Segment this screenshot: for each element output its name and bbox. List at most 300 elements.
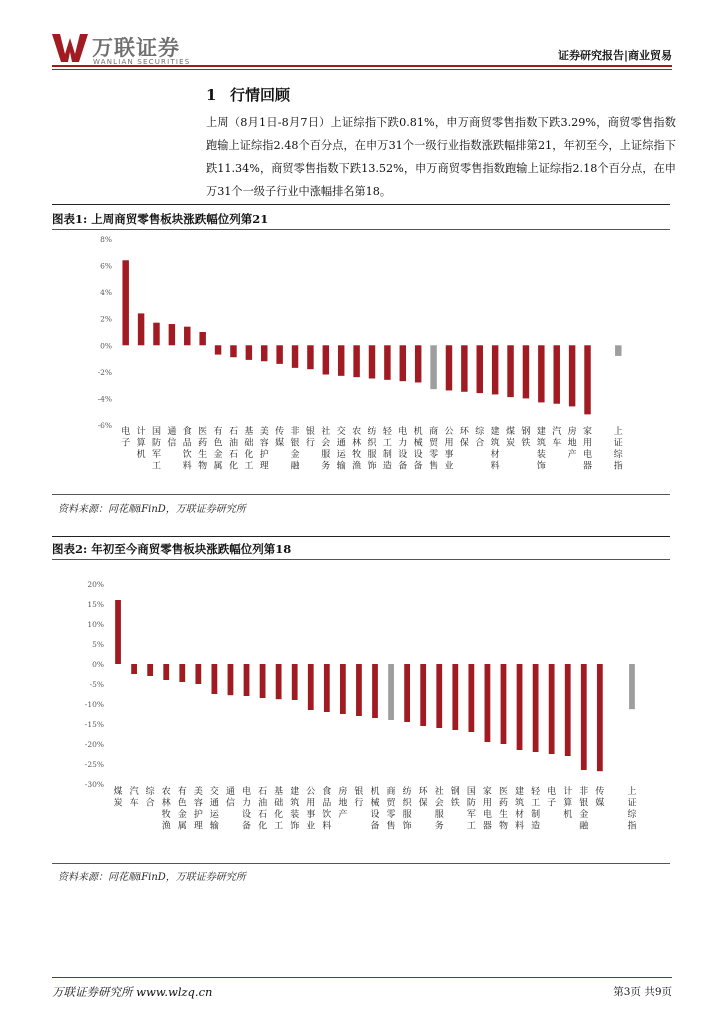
category-label-9: 护 [259,450,269,460]
category-label-14: 运 [336,450,346,460]
category-label-29: 产 [567,450,577,460]
figure1-bar-chart [52,230,670,492]
category-label-17: 制 [382,450,392,460]
category-label-25: 建 [515,787,525,797]
category-label-27: 筑 [536,438,546,449]
bar-10 [276,664,282,699]
category-label-20: 社 [434,787,444,797]
category-label-5: 容 [193,798,203,809]
category-label-8: 础 [244,438,254,449]
category-label-12: 公 [306,787,316,797]
category-label-19: 环 [418,787,428,797]
bar-13 [323,345,329,374]
bar-0 [115,600,121,664]
category-label-4: 色 [177,798,187,809]
category-label-16: 机 [370,787,380,797]
footer-divider [52,977,672,978]
category-label-14: 通 [336,438,346,449]
figure2-chart [52,570,670,860]
category-label-2: 综 [145,787,155,797]
category-label-4: 品 [182,438,192,449]
category-label-4: 料 [182,461,192,472]
category-label-24: 筑 [490,438,500,449]
bar-19 [420,664,426,726]
y-tick-label: -6% [97,421,112,430]
category-label-11: 饰 [290,821,300,832]
figure1-bottom-rule [52,494,670,495]
category-label-10: 础 [274,798,284,809]
category-label-28: 汽 [552,427,562,437]
wanlian-logo-icon [52,32,88,64]
category-label-32: 综 [613,450,623,460]
bar-25 [517,664,523,750]
bar-1 [131,664,137,674]
figure2-title: 图表2: 年初至今商贸零售板块涨跌幅位列第18 [52,542,292,556]
category-label-8: 备 [242,821,252,832]
category-label-30: 电 [583,450,593,460]
category-label-0: 炭 [113,798,123,809]
category-label-26: 制 [531,810,541,820]
bar-30 [597,664,603,771]
category-label-15: 牧 [352,450,362,460]
bar-12 [307,345,313,369]
category-label-4: 属 [177,821,187,832]
category-label-17: 轻 [382,427,392,437]
logo-company-name-en: WANLIAN SECURITIES [93,58,191,66]
bar-6 [212,664,218,694]
category-label-17: 商 [386,787,396,797]
category-label-1: 计 [136,427,146,437]
category-label-28: 机 [563,810,573,820]
category-label-9: 美 [259,427,269,437]
bar-32 [615,345,621,356]
category-label-19: 备 [413,461,423,472]
y-tick-label: 0% [100,341,112,351]
bar-8 [246,345,252,360]
category-label-16: 械 [370,798,380,809]
figure1-title: 图表1: 上周商贸零售板块涨跌幅位列第21 [52,212,269,226]
y-tick-label: -30% [84,780,104,789]
bar-27 [549,664,555,754]
category-label-16: 纺 [367,427,377,437]
bar-6 [215,345,221,354]
category-label-5: 美 [193,787,203,797]
category-label-32: 上 [627,787,637,797]
category-label-7: 石 [228,450,238,460]
page-number: 第3页 共9页 [613,986,672,998]
figure2-title-rule [52,559,670,560]
category-label-21: 业 [444,461,454,472]
bar-29 [581,664,587,770]
category-label-3: 牧 [161,810,171,820]
category-label-18: 饰 [402,821,412,832]
y-tick-label: -20% [84,740,104,749]
bar-7 [230,345,236,357]
y-tick-label: -5% [89,680,104,689]
y-tick-label: -10% [84,700,104,709]
category-label-6: 色 [213,438,223,449]
category-label-1: 算 [136,438,146,449]
category-label-30: 用 [583,438,593,449]
category-label-8: 电 [242,787,252,797]
category-label-2: 国 [151,427,161,437]
category-label-24: 药 [498,798,508,809]
category-label-8: 设 [242,810,252,820]
category-label-10: 基 [274,787,284,797]
category-label-24: 医 [498,787,508,797]
category-label-24: 料 [490,461,500,472]
figure1-chart [52,230,670,492]
y-tick-label: 20% [87,580,104,589]
category-label-3: 渔 [161,821,171,832]
bar-12 [308,664,314,710]
category-label-23: 综 [475,427,485,437]
category-label-27: 饰 [536,461,546,472]
category-label-18: 电 [398,427,408,437]
category-label-12: 事 [306,810,316,820]
bar-23 [485,664,491,742]
category-label-10: 化 [274,810,284,820]
category-label-11: 金 [290,450,300,460]
bar-1 [138,313,144,345]
category-label-25: 煤 [506,427,516,437]
category-label-20: 贸 [429,438,439,449]
bar-20 [436,664,442,728]
category-label-22: 工 [466,821,476,832]
category-label-28: 算 [563,798,573,809]
bar-19 [415,345,421,382]
bar-8 [244,664,250,696]
bar-21 [446,345,452,390]
bar-24 [492,345,498,394]
category-label-5: 药 [198,438,208,449]
bar-7 [228,664,234,695]
category-label-12: 行 [305,438,315,449]
figure2-bottom-rule [52,863,670,864]
section-title: 行情回顾 [230,86,291,104]
category-label-22: 军 [466,810,476,820]
bar-10 [276,345,282,364]
category-label-13: 会 [321,438,331,449]
category-label-13: 社 [321,427,331,437]
category-label-13: 务 [321,461,331,472]
category-label-13: 服 [321,450,331,460]
section-number: 1 [206,86,217,104]
category-label-8: 工 [244,461,254,472]
category-label-6: 运 [209,810,219,820]
bar-4 [184,327,190,346]
category-label-11: 建 [290,787,300,797]
category-label-16: 服 [367,450,377,460]
category-label-2: 工 [151,461,161,472]
category-label-5: 物 [198,461,208,472]
category-label-18: 服 [402,810,412,820]
bar-5 [199,332,205,345]
category-label-9: 石 [258,787,268,797]
bar-18 [400,345,406,381]
bar-9 [260,664,266,698]
category-label-0: 煤 [113,787,123,797]
category-label-15: 行 [354,798,364,809]
y-tick-label: 6% [100,261,112,271]
category-label-32: 指 [613,461,623,472]
category-label-1: 机 [136,450,146,460]
y-tick-label: 10% [87,620,104,629]
category-label-12: 银 [305,427,315,437]
bar-3 [163,664,169,680]
bar-25 [507,345,513,397]
category-label-4: 金 [177,810,187,820]
y-tick-label: 4% [100,288,112,298]
category-label-18: 设 [398,450,408,460]
bar-14 [340,664,346,714]
category-label-23: 家 [482,787,492,797]
category-label-28: 计 [563,787,573,797]
bar-28 [565,664,571,756]
y-tick-label: 2% [100,314,112,324]
category-label-29: 房 [567,427,577,437]
category-label-17: 零 [386,810,396,820]
bar-2 [153,323,159,346]
category-label-7: 通 [225,787,235,797]
category-label-8: 化 [244,450,254,460]
category-label-22: 防 [466,798,476,809]
figure1-top-rule [52,204,670,205]
header-divider [52,65,672,67]
category-label-7: 油 [228,438,238,449]
category-label-23: 用 [482,798,492,809]
bar-11 [292,345,298,368]
category-label-30: 家 [583,427,593,437]
category-label-29: 非 [579,787,589,797]
category-label-13: 食 [322,787,332,797]
category-label-18: 织 [402,798,412,809]
category-label-10: 工 [274,821,284,832]
category-label-17: 工 [382,438,392,449]
bar-32 [629,664,635,709]
category-label-19: 保 [418,798,428,809]
category-label-9: 容 [259,438,269,449]
category-label-21: 钢 [450,787,460,797]
category-label-16: 织 [367,438,377,449]
y-tick-label: -15% [84,720,104,729]
category-label-25: 筑 [515,798,525,809]
category-label-32: 上 [613,427,623,437]
category-label-3: 信 [167,438,177,449]
y-tick-label: 0% [92,660,104,669]
category-label-18: 备 [398,461,408,472]
bar-28 [553,345,559,403]
category-label-27: 装 [536,450,546,460]
category-label-11: 融 [290,461,300,472]
bar-22 [468,664,474,732]
category-label-19: 设 [413,450,423,460]
category-label-13: 料 [322,821,332,832]
category-label-20: 服 [434,810,444,820]
category-label-32: 证 [627,798,637,809]
category-label-15: 林 [352,438,362,449]
category-label-27: 建 [536,427,546,437]
bar-14 [338,345,344,376]
category-label-3: 农 [161,787,171,797]
category-label-17: 贸 [386,798,396,809]
bar-3 [169,324,175,345]
category-label-9: 石 [258,810,268,820]
category-label-16: 设 [370,810,380,820]
figure2-top-rule [52,536,670,537]
category-label-20: 务 [434,821,444,832]
category-label-24: 生 [498,810,508,820]
category-label-0: 子 [121,438,131,449]
bar-27 [538,345,544,402]
category-label-13: 饮 [322,810,332,820]
category-label-26: 铁 [521,438,531,449]
bar-21 [452,664,458,730]
category-label-24: 物 [498,821,508,832]
category-label-10: 传 [275,427,285,437]
category-label-2: 防 [151,438,161,449]
category-label-6: 属 [213,461,223,472]
category-label-25: 材 [515,810,525,820]
y-tick-label: 8% [100,235,112,244]
category-label-30: 传 [595,787,605,797]
category-label-2: 军 [151,450,161,460]
category-label-24: 建 [490,427,500,437]
category-label-20: 商 [429,427,439,437]
bar-16 [372,664,378,718]
category-label-29: 银 [579,798,589,809]
category-label-18: 力 [398,438,408,449]
category-label-0: 电 [121,427,131,437]
category-label-16: 饰 [367,461,377,472]
bar-17 [384,345,390,380]
category-label-32: 指 [627,821,637,832]
bar-24 [501,664,507,744]
category-label-6: 金 [213,450,223,460]
category-label-27: 电 [547,787,557,797]
category-label-4: 饮 [182,450,192,460]
bar-15 [353,345,359,377]
category-label-15: 渔 [352,461,362,472]
category-label-20: 零 [429,450,439,460]
category-label-20: 会 [434,798,444,809]
category-label-5: 生 [198,450,208,460]
category-label-22: 保 [459,438,469,449]
category-label-25: 料 [515,821,525,832]
category-label-8: 力 [242,798,252,809]
category-label-26: 钢 [521,427,531,437]
bar-17 [388,664,394,720]
category-label-21: 公 [444,427,454,437]
bar-26 [523,345,529,398]
category-label-24: 材 [490,450,500,460]
category-label-7: 信 [225,798,235,809]
category-label-5: 医 [198,427,208,437]
category-label-11: 装 [290,810,300,820]
category-label-11: 非 [290,427,300,437]
bar-16 [369,345,375,378]
category-label-29: 融 [579,821,589,832]
category-label-5: 理 [193,821,203,832]
logo-company-name: 万联证券 [92,36,180,60]
category-label-14: 产 [338,810,348,820]
category-label-3: 通 [167,427,177,437]
bar-22 [461,345,467,392]
category-label-5: 护 [193,810,203,820]
category-label-4: 食 [182,427,192,437]
category-label-12: 用 [306,798,316,809]
category-label-19: 械 [413,438,423,449]
bar-13 [324,664,330,712]
y-tick-label: -4% [97,394,112,404]
category-label-18: 纺 [402,787,412,797]
category-label-32: 综 [627,810,637,820]
section-heading [206,84,290,105]
bar-5 [195,664,201,684]
category-label-30: 媒 [595,798,605,809]
category-label-32: 证 [613,438,623,449]
bar-2 [147,664,153,676]
category-label-26: 轻 [531,787,541,797]
category-label-29: 金 [579,810,589,820]
bar-15 [356,664,362,716]
category-label-14: 交 [336,427,346,437]
footer-website: 万联证券研究所 www.wlzq.cn [52,985,213,999]
category-label-16: 备 [370,821,380,832]
category-label-21: 铁 [450,798,460,809]
bar-4 [179,664,185,682]
y-tick-label: 5% [92,640,104,649]
category-label-12: 业 [306,821,316,832]
category-label-4: 有 [177,787,187,797]
bar-20 [430,345,436,389]
report-category: 证券研究报告|商业贸易 [557,49,672,62]
category-label-21: 事 [444,450,454,460]
category-label-3: 林 [161,798,171,809]
bar-18 [404,664,410,722]
market-review-paragraph: 上周（8月1日-8月7日）上证综指下跌0.81%，申万商贸零售指数下跌3.29%，商贸零售指数跑输上证综指2.48个百分点，在申万31个一级行业指数涨跌幅排第21，年初至今，上证综指下跌11.34%，商贸零售指数下跌13.52%，申万商贸零售指数跑输上证综指2.18个百分点，在申万31个一级子行业中涨幅排名第18。 [206,116,676,198]
category-label-15: 银 [354,787,364,797]
category-label-2: 合 [145,798,155,809]
category-label-22: 国 [466,787,476,797]
category-label-10: 媒 [275,438,285,449]
category-label-11: 银 [290,438,300,449]
bar-30 [584,345,590,414]
category-label-9: 理 [259,461,269,472]
bar-29 [569,345,575,406]
category-label-11: 筑 [290,798,300,809]
y-tick-label: -2% [97,367,112,377]
header-divider-thin [52,69,672,70]
category-label-26: 造 [531,821,541,832]
category-label-1: 汽 [129,787,139,797]
category-label-7: 化 [228,461,238,472]
category-label-13: 品 [322,798,332,809]
category-label-14: 地 [338,798,348,809]
category-label-29: 地 [567,438,577,449]
category-label-19: 机 [413,427,423,437]
category-label-6: 有 [213,427,223,437]
category-label-28: 车 [552,438,562,449]
category-label-23: 电 [482,810,492,820]
category-label-15: 农 [352,427,362,437]
y-tick-label: -25% [84,760,104,769]
category-label-6: 交 [209,787,219,797]
y-tick-label: 15% [87,600,104,609]
category-label-25: 炭 [506,438,516,449]
category-label-6: 通 [209,798,219,809]
category-label-22: 环 [459,427,469,437]
